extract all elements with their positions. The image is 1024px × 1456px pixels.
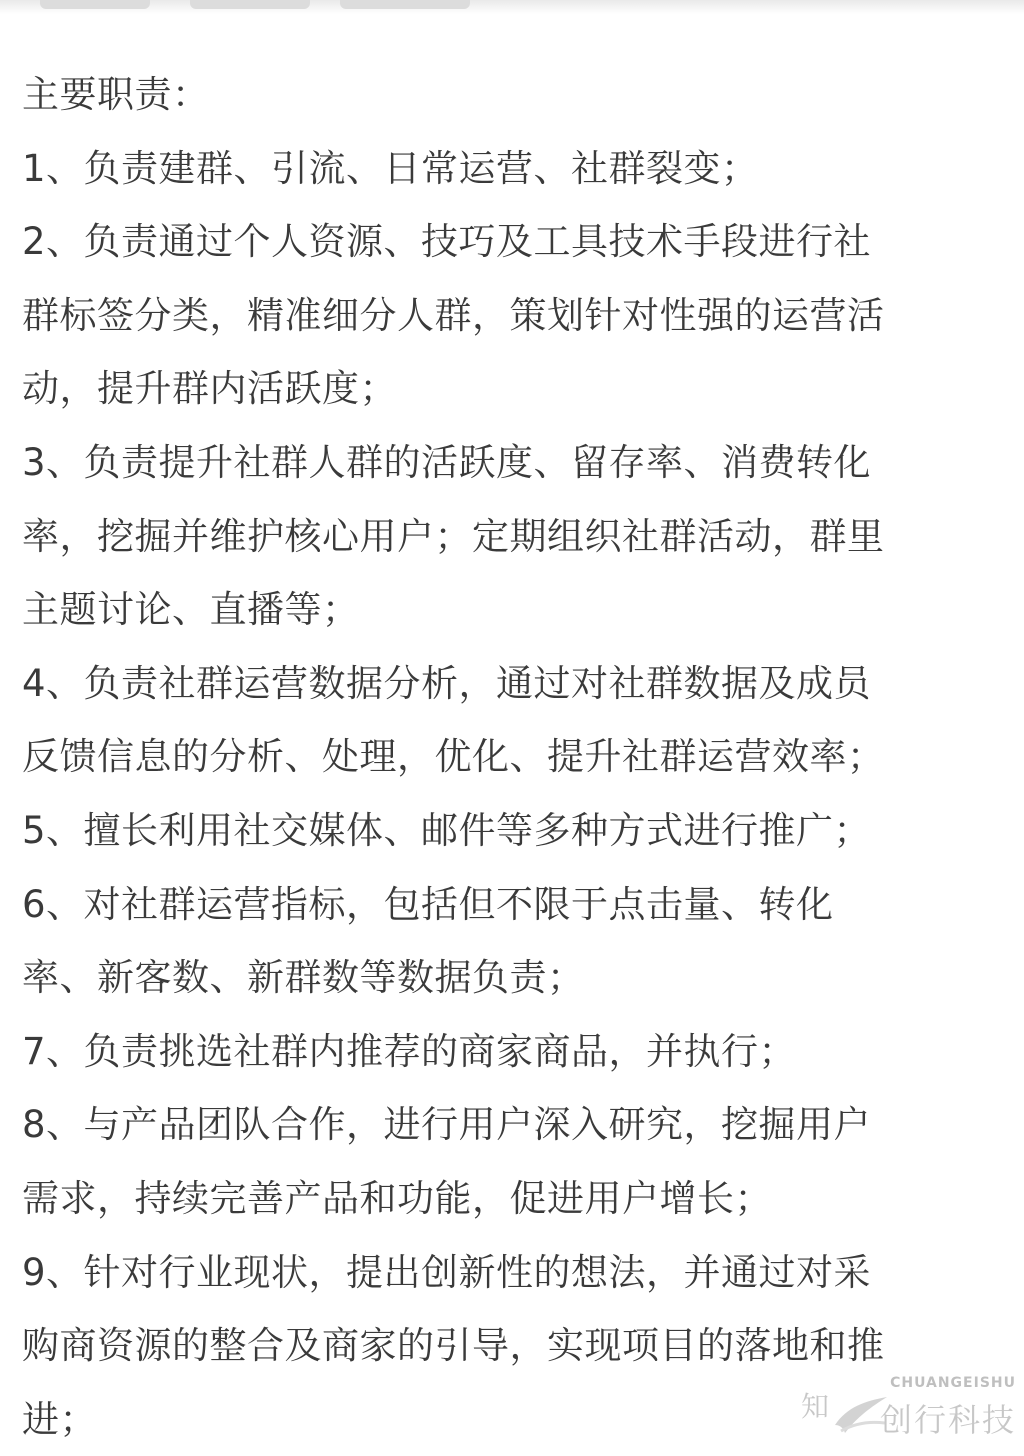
text-line: 购商资源的整合及商家的引导，实现项目的落地和推	[22, 1324, 885, 1368]
text-line: 1、负责建群、引流、日常运营、社群裂变；	[22, 146, 759, 190]
text-line: 进；	[22, 1397, 97, 1441]
top-strip-segment	[190, 0, 310, 9]
text-line: 反馈信息的分析、处理，优化、提升社群运营效率；	[22, 735, 885, 779]
text-line: 9、针对行业现状，提出创新性的想法，并通过对采	[22, 1250, 872, 1294]
watermark-left-text: 知	[801, 1390, 830, 1423]
text-line: 6、对社群运营指标，包括但不限于点击量、转化	[22, 882, 834, 926]
text-line: 5、擅长利用社交媒体、邮件等多种方式进行推广；	[22, 808, 872, 852]
job-responsibilities-text	[22, 58, 1007, 1456]
text-line: 3、负责提升社群人群的活跃度、留存率、消费转化	[22, 440, 872, 484]
text-line: 率，挖掘并维护核心用户；定期组织社群活动，群里	[22, 514, 885, 558]
text-line: 8、与产品团队合作，进行用户深入研究，挖掘用户	[22, 1103, 872, 1147]
text-line: 主题讨论、直播等；	[22, 588, 360, 632]
text-line: 动，提升群内活跃度；	[22, 367, 397, 411]
section-heading: 主要职责：	[22, 73, 210, 116]
text-line: 4、负责社群运营数据分析，通过对社群数据及成员	[22, 661, 872, 705]
top-edge-strip	[0, 0, 1024, 14]
text-line: 群标签分类，精准细分人群，策划针对性强的运营活	[22, 293, 885, 337]
text-line: 2、负责通过个人资源、技巧及工具技术手段进行社	[22, 220, 872, 264]
watermark-brand-cn: 创行科技	[879, 1401, 1016, 1439]
watermark-brand-en: CHUANGEISHU	[890, 1375, 1016, 1391]
brand-watermark	[801, 1373, 1016, 1445]
top-strip-segment	[40, 0, 150, 9]
text-line: 需求，持续完善产品和功能，促进用户增长；	[22, 1176, 772, 1220]
top-strip-segment	[340, 0, 470, 9]
text-line: 7、负责挑选社群内推荐的商家商品，并执行；	[22, 1029, 797, 1073]
text-line: 率、新客数、新群数等数据负责；	[22, 956, 585, 1000]
